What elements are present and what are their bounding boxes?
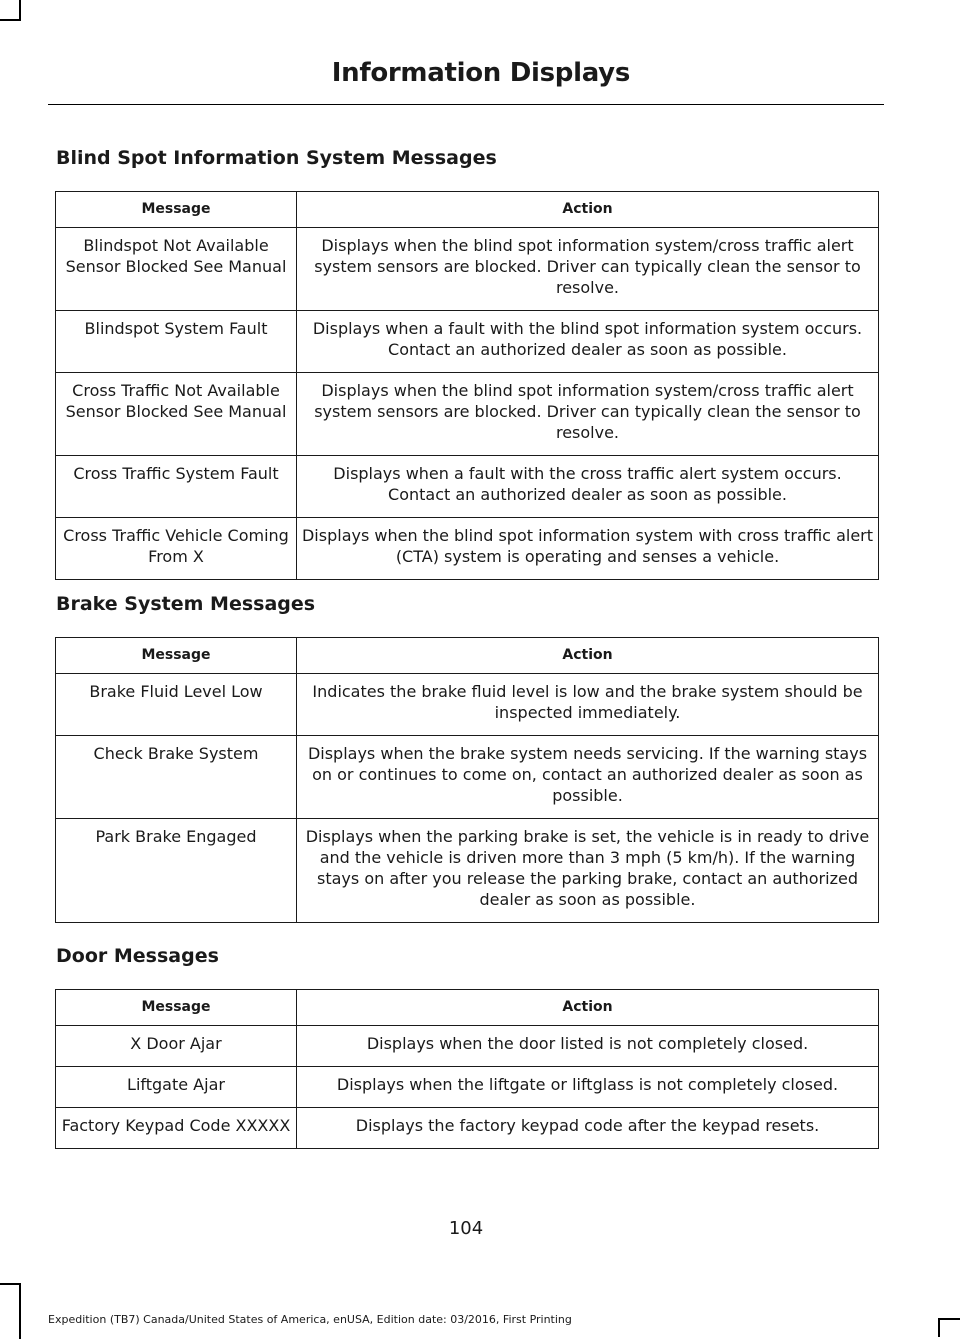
door-messages-table [55,989,879,1149]
table-row [56,736,879,819]
action-cell: Displays when the parking brake is set, the vehicle is in ready to drive and the vehicle is driven more than 3 mph (5 km/h). If the warning stays on after you release the parking brake, contact an authorized dealer as soon as possible. [297,819,879,923]
column-header-action: Action [297,990,879,1026]
table-row [56,228,879,311]
column-header-action: Action [297,638,879,674]
crop-mark-bottom-left [0,1283,21,1339]
table-row [56,1026,879,1067]
table-header-row [56,638,879,674]
section-heading-door: Door Messages [56,945,219,967]
page-title: Information Displays [331,58,630,88]
action-cell: Displays when a fault with the cross traffic alert system occurs. Contact an authorized dealer as soon as possible. [297,456,879,518]
section-heading-blind-spot: Blind Spot Information System Messages [56,147,497,169]
footer-edition-info: Expedition (TB7) Canada/United States of America, enUSA, Edition date: 03/2016, First Printing [48,1313,572,1326]
table-row [56,674,879,736]
message-cell: Blindspot System Fault [56,311,297,373]
section-heading-brake-system: Brake System Messages [56,593,316,615]
message-cell: Cross Traffic Not Available Sensor Blocked See Manual [56,373,297,456]
brake-system-messages-table [55,637,879,923]
crop-mark-bottom-right-h [938,1318,960,1320]
table-row [56,456,879,518]
message-cell: Liftgate Ajar [56,1067,297,1108]
blind-spot-messages-table [55,191,879,580]
message-cell: Park Brake Engaged [56,819,297,923]
title-divider [48,104,884,105]
action-cell: Displays when the brake system needs servicing. If the warning stays on or continues to come on, contact an authorized dealer as soon as possible. [297,736,879,819]
table-row [56,1067,879,1108]
column-header-message: Message [56,990,297,1026]
table-row [56,518,879,580]
column-header-action: Action [297,192,879,228]
message-cell: Blindspot Not Available Sensor Blocked See Manual [56,228,297,311]
action-cell: Displays when the blind spot information system/cross traffic alert system sensors are blocked. Driver can typically clean the sensor to resolve. [297,228,879,311]
message-cell: X Door Ajar [56,1026,297,1067]
action-cell: Displays when the blind spot information system with cross traffic alert (CTA) system is operating and senses a vehicle. [297,518,879,580]
message-cell: Cross Traffic Vehicle Coming From X [56,518,297,580]
crop-mark-bottom-right [938,1318,940,1337]
message-cell: Cross Traffic System Fault [56,456,297,518]
action-cell: Displays the factory keypad code after the keypad resets. [297,1108,879,1149]
action-cell: Displays when the blind spot information system/cross traffic alert system sensors are blocked. Driver can typically clean the sensor to resolve. [297,373,879,456]
table-header-row [56,990,879,1026]
message-cell: Check Brake System [56,736,297,819]
page-number: 104 [448,1218,484,1239]
message-cell: Factory Keypad Code XXXXX [56,1108,297,1149]
table-row [56,1108,879,1149]
crop-mark-top-left [0,0,21,21]
table-header-row [56,192,879,228]
action-cell: Displays when the door listed is not completely closed. [297,1026,879,1067]
table-row [56,819,879,923]
action-cell: Indicates the brake fluid level is low and the brake system should be inspected immediately. [297,674,879,736]
action-cell: Displays when a fault with the blind spot information system occurs. Contact an authorized dealer as soon as possible. [297,311,879,373]
table-row [56,373,879,456]
column-header-message: Message [56,638,297,674]
column-header-message: Message [56,192,297,228]
message-cell: Brake Fluid Level Low [56,674,297,736]
action-cell: Displays when the liftgate or liftglass is not completely closed. [297,1067,879,1108]
table-row [56,311,879,373]
